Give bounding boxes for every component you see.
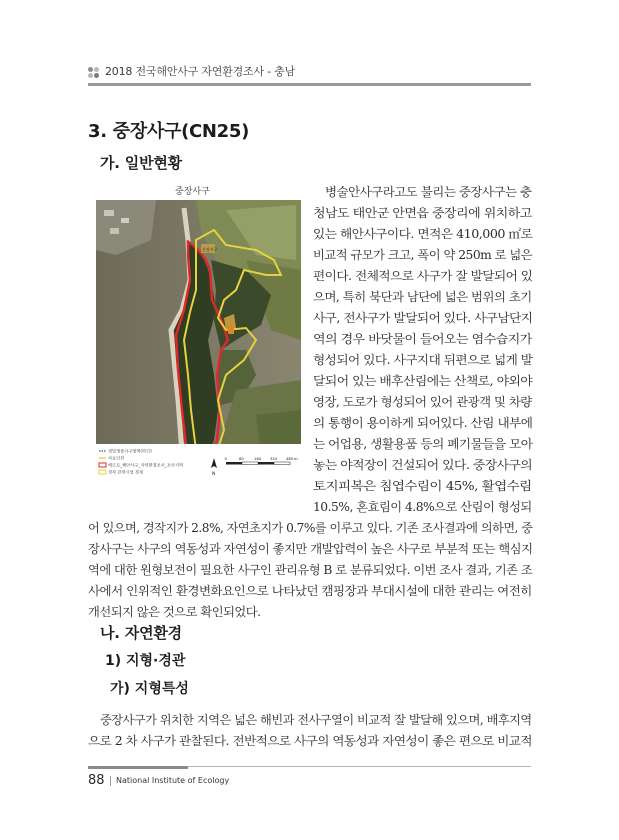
paragraph-line: 는 어업용, 생활용품 등의 폐기물들을 모아 bbox=[313, 437, 533, 451]
natural-environment-heading: 나. 자연환경 bbox=[100, 624, 182, 642]
paragraph-line: 사구, 전사구가 발달되어 있다. 사구남단지 bbox=[313, 311, 533, 325]
paragraph-line: 역의 경우 바닷물이 들어오는 염수습지가 bbox=[313, 332, 532, 346]
footer-organization: National Institute of Ecology bbox=[116, 776, 230, 785]
paragraph-line: 달되어 있는 배후산림에는 산책로, 야외야 bbox=[313, 374, 533, 388]
paragraph-line: 역에 대한 원형보전이 필요한 사구인 관리유형 B 로 분류되었다. 이번 조사 결과, 기존 조 bbox=[88, 563, 533, 577]
general-status-heading: 가. 일반현황 bbox=[100, 154, 182, 172]
svg-text:에르토_해안사구_자연환경조사_조사지역: 에르토_해안사구_자연환경조사_조사지역 bbox=[108, 462, 184, 468]
paragraph-line: 있는 해안사구이다. 면적은 410,000 ㎡로 bbox=[313, 227, 533, 241]
paragraph-line: 의 통행이 용이하게 되어있다. 산림 내부에 bbox=[313, 416, 533, 430]
svg-text:0: 0 bbox=[224, 456, 227, 461]
running-header: 2018 전국해안사구 자연환경조사 - 충남 bbox=[105, 65, 296, 78]
legend-item bbox=[99, 462, 183, 469]
svg-text:80: 80 bbox=[239, 456, 244, 461]
paragraph-line: 청남도 태안군 안면읍 중장리에 위치하고 bbox=[313, 206, 532, 220]
svg-text:경작 관련시설 경계: 경작 관련시설 경계 bbox=[108, 469, 144, 475]
aerial-map bbox=[96, 200, 301, 482]
section-title: 3. 중장사구(CN25) bbox=[88, 121, 250, 142]
svg-text:160: 160 bbox=[254, 456, 262, 461]
paragraph-line: 개선되지 않은 것으로 확인되었다. bbox=[88, 605, 261, 619]
svg-text:N: N bbox=[212, 472, 216, 477]
footer-separator bbox=[110, 776, 111, 786]
svg-text:320: 320 bbox=[270, 456, 278, 461]
paragraph-line: 장사구는 사구의 역동성과 자연성이 좋지만 개발압력이 높은 사구로 부분적 또는 핵심지 bbox=[88, 542, 533, 556]
svg-text:480: 480 bbox=[286, 456, 294, 461]
paragraph-line: 토지피복은 침엽수림이 45%, 활엽수림 bbox=[313, 479, 532, 493]
svg-text:정밀생물사구영역(라인): 정밀생물사구영역(라인) bbox=[108, 448, 152, 454]
paragraph-line: 으로 2 차 사구가 관찰된다. 전반적으로 사구의 역동성과 자연성이 좋은 편으로 비교적 bbox=[88, 734, 533, 748]
terrain-feature-heading: 가) 지형특성 bbox=[110, 681, 189, 697]
paragraph-line: 으며, 특히 북단과 남단에 넓은 범위의 초기 bbox=[313, 290, 532, 304]
figure-caption: 중장사구 bbox=[175, 187, 210, 197]
paragraph-line: 중장사구가 위치한 지역은 넓은 해빈과 전사구열이 비교적 잘 발달해 있으며, 배후지역 bbox=[100, 713, 532, 727]
paragraph-line: 10.5%, 혼효림이 4.8%으로 산림이 형성되 bbox=[313, 500, 532, 514]
paragraph-line: 어 있으며, 경작지가 2.8%, 자연초지가 0.7%를 이루고 있다. 기존 조사결과에 의하면, 중 bbox=[88, 521, 533, 535]
paragraph-line: 비교적 규모가 크고, 폭이 약 250m 로 넓은 bbox=[313, 248, 533, 262]
terrain-landscape-heading: 1) 지형·경관 bbox=[105, 653, 186, 669]
paragraph-line: 영장, 도로가 형성되어 있어 관광객 및 차량 bbox=[313, 395, 532, 409]
paragraph-line: 병술안사구라고도 불리는 중장사구는 충 bbox=[325, 185, 532, 199]
svg-text:자료인천: 자료인천 bbox=[108, 455, 125, 461]
page-number: 88 bbox=[88, 773, 105, 788]
header-divider bbox=[88, 83, 531, 86]
paragraph-line: 형성되어 있다. 사구지대 뒤편으로 넓게 발 bbox=[313, 353, 533, 367]
inset-label: 중장사구 bbox=[202, 247, 218, 252]
paragraph-line: 놓는 야적장이 건설되어 있다. 중장사구의 bbox=[313, 458, 533, 472]
footer-accent-bar bbox=[88, 766, 188, 769]
header-bullet-icon bbox=[88, 67, 100, 79]
paragraph-line: 편이다. 전체적으로 사구가 잘 발달되어 있 bbox=[313, 269, 533, 283]
svg-text:m: m bbox=[294, 456, 298, 461]
paragraph-line: 사에서 인위적인 환경변화요인으로 나타났던 캠핑장과 부대시설에 대한 관리는 여전히 bbox=[88, 584, 532, 598]
legend-item bbox=[99, 469, 143, 476]
